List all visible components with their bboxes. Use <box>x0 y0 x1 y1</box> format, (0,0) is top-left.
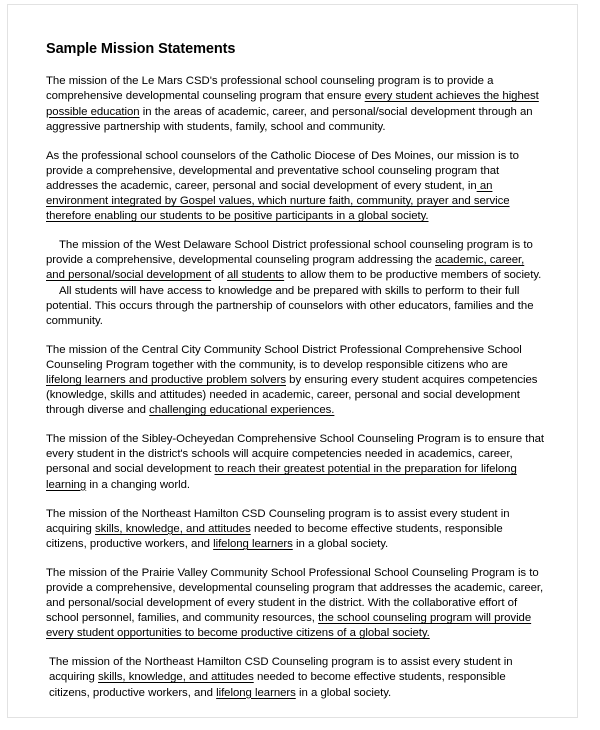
body-text: The mission of the Le Mars CSD's professional school counseling program is to provide a comprehensive developmental counseling program that ensure <box>46 75 494 103</box>
body-text: The mission of the Central City Community School District Professional Comprehensive School Counseling Program together with the community, is to develop responsible citizens who are <box>46 343 522 371</box>
paragraph-northeast-hamilton-1 <box>46 507 546 552</box>
body-text: The mission of the Sibley-Ocheyedan Comprehensive School Counseling Program is to ensure that every student in the district's schools will acquire competencies needed in academics, career, personal and social development <box>46 433 545 476</box>
body-text: in a global society. <box>292 537 389 550</box>
body-text: needed to become effective students, responsible citizens, productive workers, and <box>46 522 503 550</box>
page-title: Sample Mission Statements <box>46 41 236 57</box>
underlined-text: lifelong learners <box>213 537 293 550</box>
body-text: needed to become effective students, responsible citizens, productive workers, and <box>49 671 506 699</box>
body-text: in a changing world. <box>86 478 190 491</box>
underlined-text: skills, knowledge, and attitudes <box>98 671 254 684</box>
underlined-text: skills, knowledge, and attitudes <box>95 522 251 535</box>
underlined-text: every student achieves the highest possible education <box>46 90 539 118</box>
paragraph-northeast-hamilton-2 <box>46 655 546 700</box>
paragraph-le-mars <box>46 74 546 134</box>
underlined-text: lifelong learners and productive problem solvers <box>46 373 286 386</box>
paragraph-central-city <box>46 343 546 418</box>
body-text: by ensuring every student acquires competencies (knowledge, skills and attitudes) needed in academic, career, personal and social development through diverse and <box>46 373 538 417</box>
underlined-text: challenging educational experiences. <box>149 404 335 417</box>
underlined-text: academic, career, and personal/social development <box>46 254 525 282</box>
underlined-text: lifelong learners <box>216 686 296 699</box>
underlined-text: to reach their greatest potential in the preparation for lifelong learning <box>46 463 517 491</box>
body-text: The mission of the Prairie Valley Community School Professional School Counseling Program is to provide a comprehensive, developmental counseling program that addresses the academic, career, and personal/social development of every student in the district. With the collaborative effort of school personnel, families, and community resources, <box>46 566 544 625</box>
body-text: in the areas of academic, career, and personal/social development through an aggressive partnership with students, family, school and community. <box>46 105 533 133</box>
underlined-text: all students <box>227 269 285 282</box>
document-body <box>46 41 546 715</box>
body-text: The mission of the West Delaware School District professional school counseling program is to provide a comprehensive, developmental counseling program addressing the <box>46 239 533 267</box>
paragraph-west-delaware <box>46 238 546 283</box>
body-text: The mission of the Northeast Hamilton CSD Counseling program is to assist every student in acquiring <box>46 507 510 535</box>
body-text: All students will have access to knowledge and be prepared with skills to perform to their full potential. This occurs through the partnership of counselors with other educators, families and the community. <box>46 284 534 327</box>
paragraph-list <box>46 74 546 700</box>
body-text: to allow them to be productive members of society. <box>284 269 542 282</box>
body-text: in a global society. <box>295 686 392 699</box>
body-text: As the professional school counselors of the Catholic Diocese of Des Moines, our mission is to provide a comprehensive, developmental and preventative school counseling program that addresses the academic, career, personal and social development of every student, in <box>46 149 519 192</box>
underlined-text: an environment integrated by Gospel values, which nurture faith, community, prayer and service therefore enabling our students to be positive participants in a global society. <box>46 179 510 223</box>
paragraph-prairie-valley <box>46 566 546 641</box>
body-text: The mission of the Northeast Hamilton CSD Counseling program is to assist every student in acquiring <box>49 656 513 684</box>
paragraph-catholic-diocese-des-moines <box>46 149 546 224</box>
paragraph-sibley-ocheyedan <box>46 432 546 492</box>
body-text: of <box>211 269 228 282</box>
paragraph-all-students-access <box>46 284 546 329</box>
underlined-text: the school counseling program will provide every student opportunities to become productive citizens of a global society. <box>46 612 532 640</box>
document-page <box>7 4 578 718</box>
